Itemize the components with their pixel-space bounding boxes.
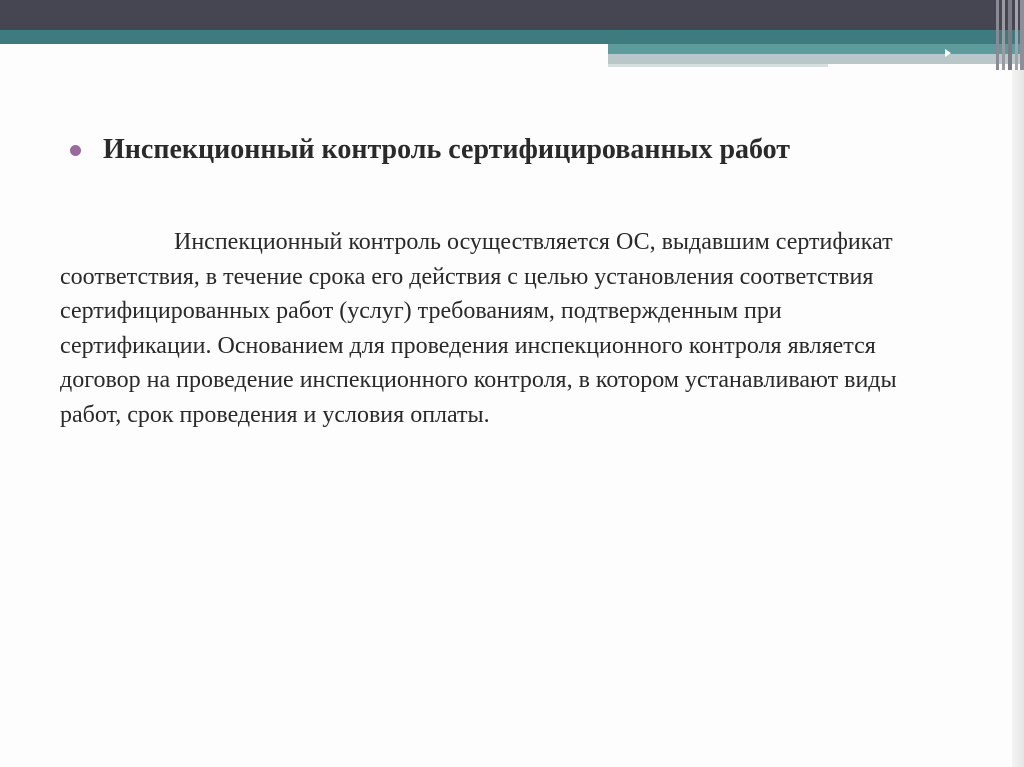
heading-row [68, 134, 968, 166]
slide-heading: Инспекционный контроль сертифицированных работ [103, 134, 791, 165]
header-band-gray [608, 54, 1024, 64]
header-stripe [996, 0, 999, 70]
triangle-marker-icon [945, 49, 951, 57]
header-stripe [1002, 0, 1005, 70]
right-edge-shadow [1012, 70, 1024, 767]
header-stripe [1015, 0, 1018, 70]
header-stripe [1020, 0, 1024, 70]
bullet-dot-icon [70, 145, 81, 156]
header-stripe [1008, 0, 1012, 70]
header-band-dark [0, 0, 1024, 30]
slide-paragraph: Инспекционный контроль осуществляется ОС, выдавшим сертификат соответствия, в течение срока его действия с целью установления соответствия сертифицированных работ (услуг) требованиям, подтвержденным при сертификации. Основанием для проведения инспекционного контроля является договор на проведение инспекционного контроля, в котором устанавливают виды работ, срок проведения и условия оплаты. [60, 229, 897, 428]
header-band-teal [0, 30, 1024, 44]
header-band-line [608, 64, 828, 67]
header-band-teal-light [608, 44, 1024, 54]
